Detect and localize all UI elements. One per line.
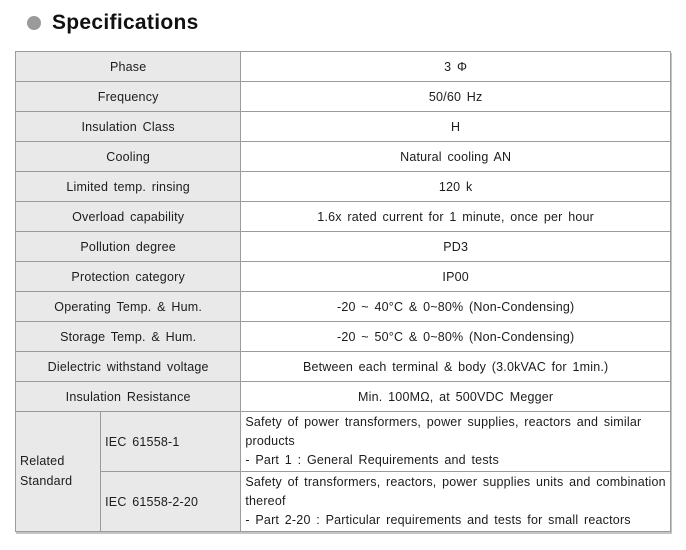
spec-row-value: 120 k (241, 172, 671, 202)
spec-row-label: Limited temp. rinsing (16, 172, 241, 202)
spec-row-label: Overload capability (16, 202, 241, 232)
spec-row-label: Insulation Class (16, 112, 241, 142)
standard-part-text: - Part 1 : General Requirements and tests (245, 452, 499, 467)
spec-row-value: Between each terminal & body (3.0kVAC for 1min.) (241, 352, 671, 382)
spec-row-label: Phase (16, 52, 241, 82)
table-row (16, 322, 671, 352)
table-row (16, 52, 671, 82)
spec-row-label: Insulation Resistance (16, 382, 241, 412)
table-row-related-standard (16, 472, 671, 532)
specifications-table (15, 51, 671, 532)
spec-row-value: H (241, 112, 671, 142)
table-row (16, 112, 671, 142)
spec-row-label: Storage Temp. & Hum. (16, 322, 241, 352)
table-row (16, 232, 671, 262)
bullet-icon (27, 16, 41, 30)
spec-row-label: Dielectric withstand voltage (16, 352, 241, 382)
spec-row-value: -20 ~ 50°C & 0~80% (Non-Condensing) (241, 322, 671, 352)
table-row-related-standard (16, 412, 671, 472)
spec-row-value: 50/60 Hz (241, 82, 671, 112)
standard-code: IEC 61558-1 (101, 412, 241, 472)
standard-code: IEC 61558-2-20 (101, 472, 241, 532)
spec-row-label: Protection category (16, 262, 241, 292)
standard-description (241, 412, 671, 472)
spec-row-value: Natural cooling AN (241, 142, 671, 172)
spec-row-label: Cooling (16, 142, 241, 172)
spec-row-value: Min. 100MΩ, at 500VDC Megger (241, 382, 671, 412)
table-row (16, 202, 671, 232)
standard-description-text: Safety of transformers, reactors, power supplies units and combination thereof (245, 475, 666, 509)
table-row (16, 382, 671, 412)
standard-description (241, 472, 671, 532)
related-standard-label: Related Standard (16, 412, 101, 532)
spec-row-value: IP00 (241, 262, 671, 292)
spec-row-value: 3 Φ (241, 52, 671, 82)
table-row (16, 262, 671, 292)
standard-description-text: Safety of power transformers, power supplies, reactors and similar products (245, 415, 642, 449)
table-row (16, 142, 671, 172)
spec-row-value: PD3 (241, 232, 671, 262)
table-row (16, 82, 671, 112)
spec-row-label: Pollution degree (16, 232, 241, 262)
page-title: Specifications (52, 11, 199, 34)
spec-row-value: 1.6x rated current for 1 minute, once per hour (241, 202, 671, 232)
standard-part-text: - Part 2-20 : Particular requirements and tests for small reactors (245, 512, 631, 527)
spec-row-label: Operating Temp. & Hum. (16, 292, 241, 322)
section-header (27, 11, 199, 35)
spec-row-label: Frequency (16, 82, 241, 112)
table-row (16, 172, 671, 202)
table-row (16, 352, 671, 382)
spec-row-value: -20 ~ 40°C & 0~80% (Non-Condensing) (241, 292, 671, 322)
table-row (16, 292, 671, 322)
